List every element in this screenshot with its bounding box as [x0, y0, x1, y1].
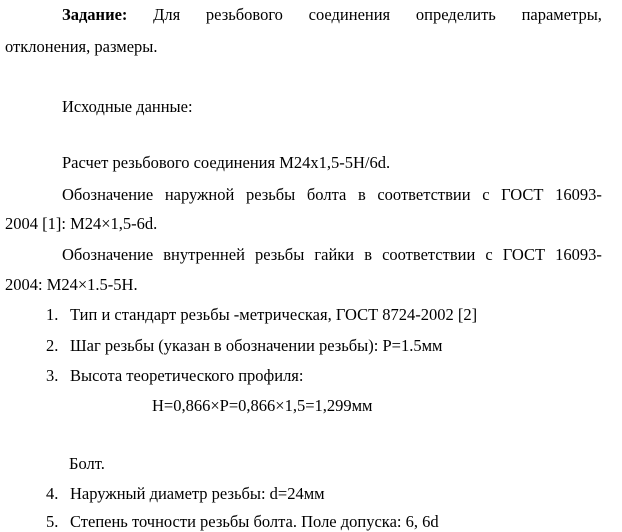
word: резьбы [245, 185, 296, 204]
word: Обозначение [62, 185, 154, 204]
word: с [482, 185, 490, 204]
bolt-designation-line-2: 2004 [1]: М24×1,5-6d. [5, 214, 158, 233]
word: 16093- [555, 245, 602, 264]
list-item-text: Степень точности резьбы болта. Поле допуска: 6, 6d [70, 512, 439, 531]
list-item-text: Тип и стандарт резьбы -метрическая, ГОСТ 8724-2002 [2] [70, 305, 478, 324]
word: с [485, 245, 493, 264]
task-word: параметры, [521, 5, 602, 24]
bolt-heading: Болт. [69, 454, 105, 473]
list-item-number: 3. [46, 366, 59, 385]
word: соответствии [377, 185, 471, 204]
list-item-text: Наружный диаметр резьбы: d=24мм [70, 484, 325, 503]
word: в [364, 245, 372, 264]
task-word: определить [415, 5, 496, 24]
list-item-number: 2. [46, 336, 59, 355]
word: болта [306, 185, 347, 204]
list-item-text: Высота теоретического профиля: [70, 366, 304, 385]
task-line-2: отклонения, размеры. [5, 37, 158, 56]
formula: H=0,866×P=0,866×1,5=1,299мм [152, 396, 373, 415]
bolt-designation-line-1 [62, 185, 602, 205]
list-item-number: 4. [46, 484, 59, 503]
list-item-text: Шаг резьбы (указан в обозначении резьбы): P=1.5мм [70, 336, 443, 355]
word: в [357, 185, 366, 204]
nut-designation-line-2: 2004: М24×1.5-5Н. [5, 275, 138, 294]
word: резьбы [254, 245, 305, 264]
word: Обозначение [62, 245, 154, 264]
word: 16093- [555, 185, 602, 204]
word: соответствии [382, 245, 476, 264]
list-item-number: 1. [46, 305, 59, 324]
nut-designation-line-1 [62, 245, 602, 265]
initial-data-heading: Исходные данные: [62, 97, 193, 116]
word: ГОСТ [502, 245, 546, 264]
task-line-1 [62, 5, 602, 25]
word: наружной [164, 185, 235, 204]
task-label: Задание: [62, 5, 128, 24]
word: внутренней [163, 245, 245, 264]
word: ГОСТ [501, 185, 544, 204]
word: гайки [314, 245, 355, 264]
task-word: Для [153, 5, 181, 24]
calc-line: Расчет резьбового соединения М24х1,5-5Н/6d. [62, 153, 391, 172]
task-word: резьбового [205, 5, 283, 24]
list-item-number: 5. [46, 512, 59, 531]
task-word: соединения [308, 5, 391, 24]
